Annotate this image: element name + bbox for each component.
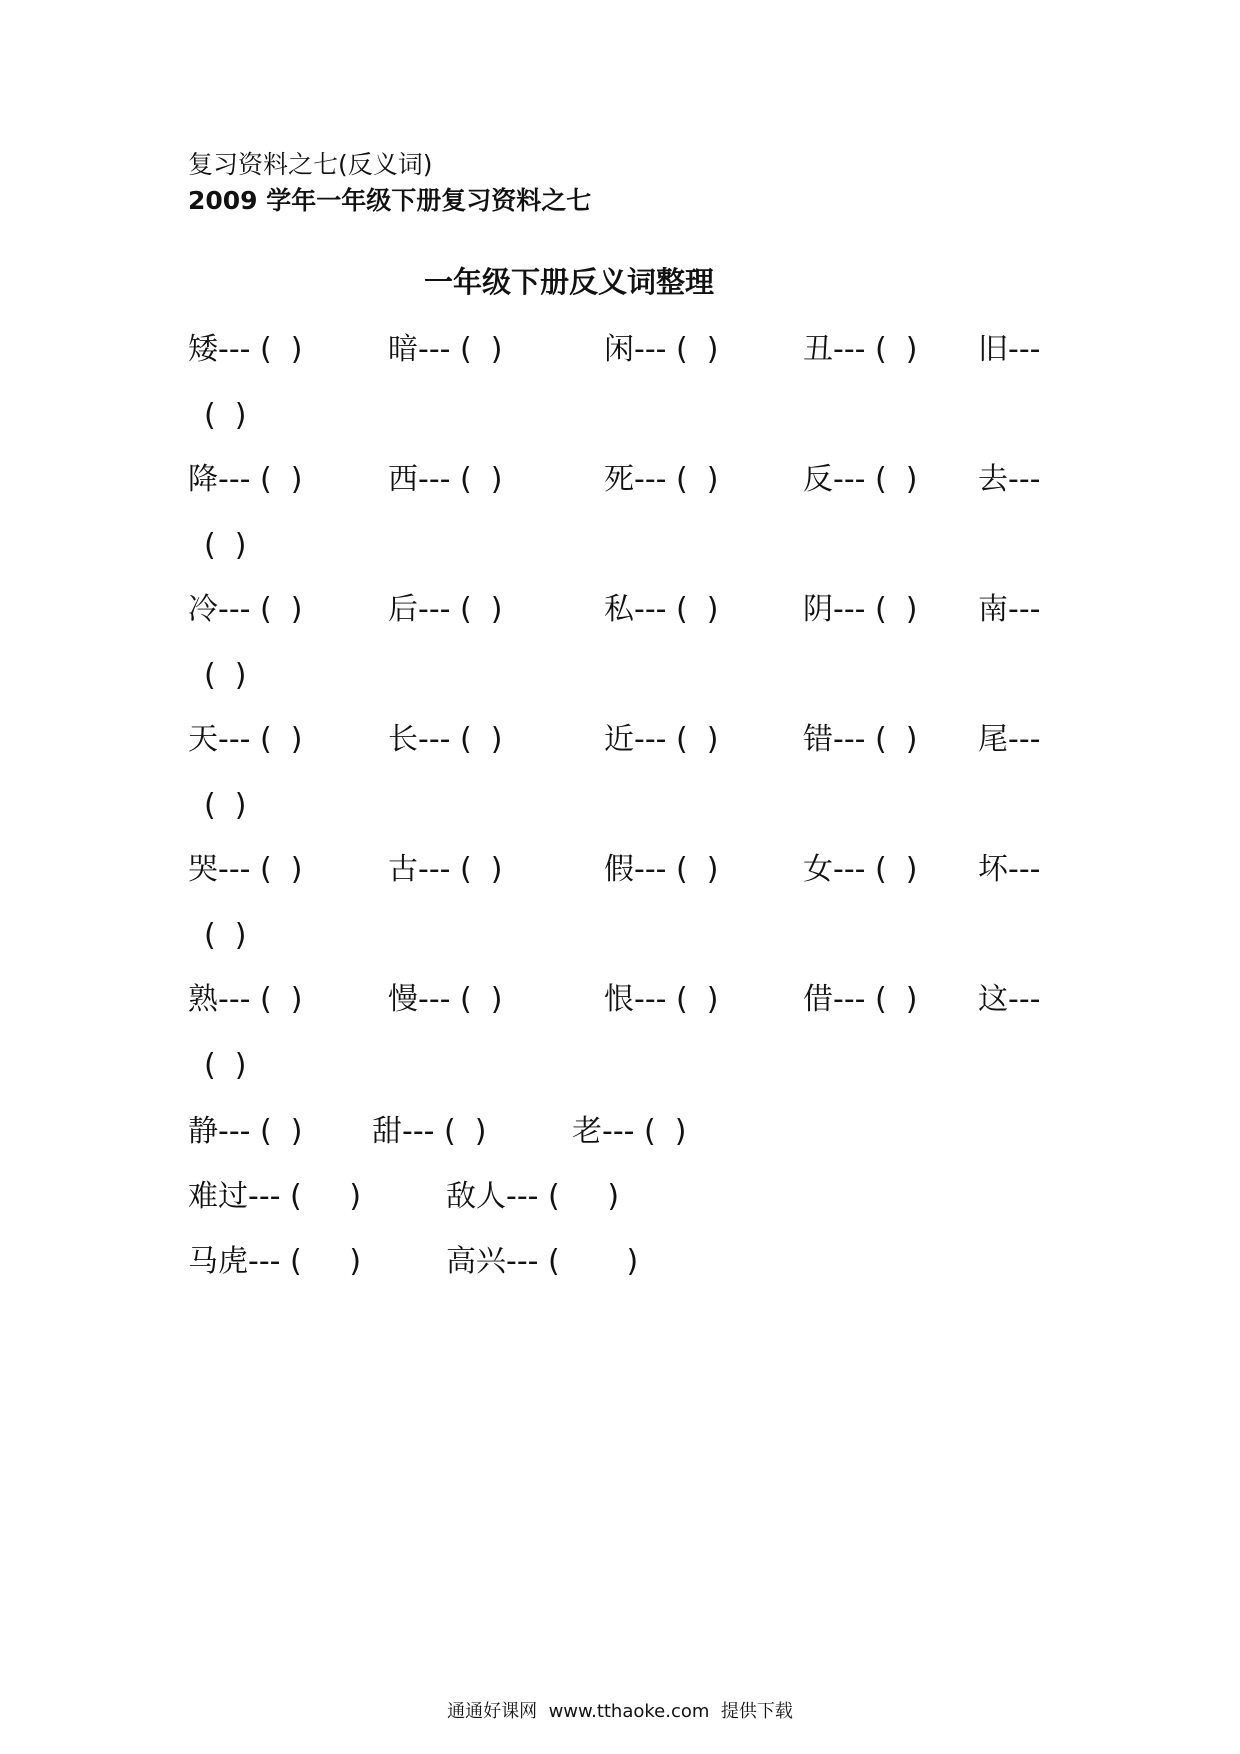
word-item: 错--- ( ) [803, 722, 918, 757]
word-item: 死--- ( ) [604, 462, 719, 497]
word-item: 降--- ( ) [188, 462, 303, 497]
word-item: 恨--- ( ) [604, 982, 719, 1017]
word-item: 哭--- ( ) [188, 852, 303, 887]
wrapped-paren: ( ) [204, 528, 247, 563]
word-item: 暗--- ( ) [388, 332, 503, 367]
word-item: 甜--- ( ) [372, 1114, 487, 1149]
wrapped-paren: ( ) [204, 658, 247, 693]
word-item: 近--- ( ) [604, 722, 719, 757]
word-item: 阴--- ( ) [803, 592, 918, 627]
wrapped-paren: ( ) [204, 918, 247, 953]
header-line-1: 复习资料之七(反义词) [188, 150, 433, 179]
word-item: 长--- ( ) [388, 722, 503, 757]
word-item: 借--- ( ) [803, 982, 918, 1017]
word-item: 古--- ( ) [388, 852, 503, 887]
wrapped-paren: ( ) [204, 1048, 247, 1083]
word-item: 马虎--- ( ) [188, 1244, 362, 1279]
word-item: 南--- [978, 592, 1041, 627]
footer-credit: 通通好课网 www.tthaoke.com 提供下载 [447, 1701, 793, 1722]
word-item: 假--- ( ) [604, 852, 719, 887]
word-item: 熟--- ( ) [188, 982, 303, 1017]
word-item: 反--- ( ) [803, 462, 918, 497]
word-item: 矮--- ( ) [188, 332, 303, 367]
word-item: 敌人--- ( ) [446, 1179, 620, 1214]
word-item: 私--- ( ) [604, 592, 719, 627]
word-item: 高兴--- ( ) [446, 1244, 639, 1279]
word-item: 丑--- ( ) [803, 332, 918, 367]
word-item: 冷--- ( ) [188, 592, 303, 627]
word-item: 西--- ( ) [388, 462, 503, 497]
word-item: 闲--- ( ) [604, 332, 719, 367]
word-item: 这--- [978, 982, 1041, 1017]
page-title: 一年级下册反义词整理 [423, 265, 714, 299]
word-item: 去--- [978, 462, 1041, 497]
word-item: 静--- ( ) [188, 1114, 303, 1149]
word-item: 老--- ( ) [572, 1114, 687, 1149]
word-item: 尾--- [978, 722, 1041, 757]
word-item: 后--- ( ) [388, 592, 503, 627]
wrapped-paren: ( ) [204, 788, 247, 823]
word-item: 坏--- [978, 852, 1041, 887]
word-item: 天--- ( ) [188, 722, 303, 757]
word-item: 难过--- ( ) [188, 1179, 362, 1214]
word-item: 慢--- ( ) [388, 982, 503, 1017]
wrapped-paren: ( ) [204, 398, 247, 433]
word-item: 女--- ( ) [803, 852, 918, 887]
word-item: 旧--- [978, 332, 1041, 367]
header-line-2: 2009 学年一年级下册复习资料之七 [188, 186, 592, 215]
